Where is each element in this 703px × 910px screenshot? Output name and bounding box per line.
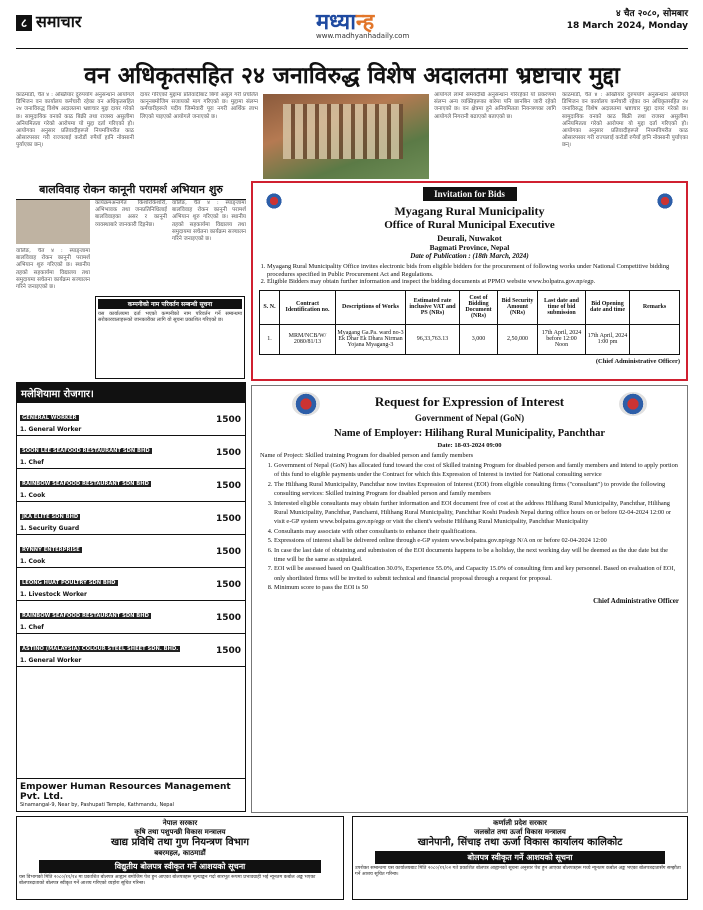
notice-band: विद्युतीय बोलपत्र स्वीकृत गर्ने आशयको सूचना [39, 860, 321, 873]
page-number-mark: ८ [16, 15, 32, 31]
notice-ministry: जलस्रोत तथा ऊर्जा विकास मन्त्रालय [474, 828, 566, 836]
section-name: समाचार [36, 12, 82, 31]
eoi-points [274, 461, 679, 593]
job-role: 1. Security Guard [20, 525, 80, 532]
bids-cell: 17th April, 2024 before 12:00 Noon [538, 324, 586, 354]
bids-cell: 1. [260, 324, 280, 354]
eoi-title: Request for Expression of Interest [374, 394, 565, 409]
table-row [260, 324, 680, 354]
notice-text: यस विभागको मिति २०८०/११/१४ मा प्रकाशित बोलपत्र आह्वान बमोजिम पेश हुन आएका बोलपत्रहरू मूल्याङ्कन गर्दा सारभूत रूपमा प्रभावग्राही भई न्यूनतम कबोल अङ्क भएका बोलपत्रदाताको बोलपत्र स्वीकृत गर्ने आशय गरिएको व्यहोरा सूचित गरिन्छ। [19, 875, 316, 886]
job-role: 1. Cook [20, 492, 46, 499]
header-rule [16, 48, 688, 49]
bids-col: Cost of Bidding Document (NRs) [460, 290, 498, 324]
website-url[interactable]: www.madhyanhadaily.com [316, 32, 410, 40]
eoi-employer: Name of Employer: Hilihang Rural Municipality, Panchthar [334, 428, 605, 439]
notice-band: बोलपत्र स्वीकृत गर्ने आशयको सूचना [375, 851, 665, 864]
job-role: 1. Chef [20, 459, 44, 466]
job-role: 1. Chef [20, 624, 44, 631]
bids-publication-date: Date of Publication : (18th March, 2024) [410, 252, 529, 260]
bids-cell: MRM/NCB/W/ 2080/81/13 [280, 324, 336, 354]
bids-col: S. N. [260, 290, 280, 324]
bids-col: Contract Identification no. [280, 290, 336, 324]
job-company: LEONG HUAT POULTRY SDN BHD [22, 580, 116, 586]
job-pay: 1500 [215, 580, 241, 590]
issue-date [567, 8, 688, 32]
bids-cell: 2,50,000 [498, 324, 538, 354]
bids-place: Deurali, Nuwakot [437, 233, 502, 243]
job-block [17, 502, 245, 535]
bids-col: Bid Opening date and time [586, 290, 630, 324]
company-notice-heading: कम्पनीको नाम परिवर्तन सम्बन्धी सूचना [98, 299, 242, 309]
job-block [17, 403, 245, 436]
job-role: 1. General Worker [20, 426, 82, 433]
food-dept-notice [16, 816, 344, 900]
story-column-1: काठमाडौं, चैत ४ : अख्तियार दुरुपयोग अनुसन्धान आयोगले डिभिजन वन कार्यालय कर्मचारी रहेका वन अधिकृतसहित २४ जनाविरुद्ध विशेष अदालतमा भ्रष्टाचार मुद्दा दायर गरेको छ। सामुदायिक वनको काठ बिक्री तथा राजस्व असुलीमा अनियमितता गरेको आरोपमा यो मुद्दा दर्ता गरिएको हो। आयोगका अनुसार प्रतिवादीहरूले नियमविपरीत काठ ओसारपसार गरी राज्यलाई करोडौं रुपैयाँ हानि नोक्सानी पुर्याएका छन्। [16, 92, 134, 149]
job-block [17, 469, 245, 502]
logo-accent: न्ह [355, 10, 375, 35]
story-column-3: आयोगले लामो समयदेखि अनुसन्धान गरिरहेको यो प्रकरणमा संलग्न अन्य व्यक्तिहरूका बारेमा पनि छानबिन जारी रहेको जनाएको छ। वन क्षेत्रमा हुने अनियमितता नियन्त्रणका लागि आयोगले निगरानी बढाएको बताएको छ। [434, 92, 556, 120]
job-block [17, 535, 245, 568]
job-company: RAINBOW SEAFOOD RESTAURANT SDN BHD [22, 613, 149, 619]
nepal-emblem-icon [292, 392, 320, 416]
notice-ministry: कृषि तथा पशुपन्छी विकास मन्त्रालय [134, 828, 226, 836]
eoi-point: 3. Interested eligible consultants may obtain further information and EOI document free of cost at the address Hilihang Rural Municipality, Panchthar, Hilihang Rural Municipality, Panchthar, Panchami, Hilihang Rural Municipality, Panchthar Koshi Pradesh Nepal during office hours on or before 02-04-2024 12:00 or visit e-GP system www.bolpatra.gov.np/egp or visit the client's website Hilihang Rural Municipality, Panchthar Municipality [274, 499, 679, 527]
job-pay: 1500 [215, 547, 241, 557]
nepal-flag-icon [654, 193, 676, 209]
bids-point: 1. Myagang Rural Municipality Office invites electronic bids from eligible bidders for the procurement of following works under National Competitive bidding procedures specified in Public Procurement Act and Regulations. [267, 263, 680, 278]
bids-office: Office of Rural Municipal Executive [384, 219, 555, 231]
bids-table-header [260, 290, 680, 324]
masthead [16, 6, 688, 46]
company-notice-text: यस कार्यालयमा दर्ता भएको कम्पनीको नाम परिवर्तन गर्ने सम्बन्धमा सरोकारवालाहरूको जानकारीका लागि यो सूचना प्रकाशित गरिएको छ। [98, 311, 242, 324]
bids-cell: 96,33,763.13 [406, 324, 460, 354]
job-role: 1. General Worker [20, 657, 82, 664]
main-headline: वन अधिकृतसहित २४ जनाविरुद्ध विशेष अदालतमा भ्रष्टाचार मुद्दा [84, 63, 620, 89]
job-block [17, 601, 245, 634]
eoi-point: 7. EOI will be assessed based on Qualification 30.0%, Experience 55.0%, and Capacity 15.0% of consulting firm and key personnel. Based on evaluation of EOI, only shortlisted firms will be invited to submit technical and financial proposal through a request for proposal. [274, 564, 679, 583]
sub-story-column-1: वालिङ, चैत ४ : स्याङ्जामा बालविवाह रोकन कानूनी परामर्श अभियान शुरु गरिएको छ। स्थानीय तहको सहकार्यमा विद्यालय तथा समुदायमा सचेतना कार्यक्रम सञ्चालन गरिने जनाइएको छ। [16, 248, 90, 291]
job-company: SOON LEE SEAFOOD RESTAURANT SDN BHD [22, 448, 150, 454]
notice-gov: नेपाल सरकार [162, 819, 198, 827]
malaysia-jobs-ad [16, 382, 246, 812]
job-role: 1. Livestock Worker [20, 591, 87, 598]
bids-col: Estimated rate inclusive VAT and PS (NRs) [406, 290, 460, 324]
job-pay: 1500 [215, 481, 241, 491]
jobs-footer [17, 778, 245, 811]
bids-cell [630, 324, 680, 354]
sub-story-column-2: कार्यक्रमअन्तर्गत किशोरकिशोरी, अभिभावक तथा जनप्रतिनिधिलाई बालविवाहका असर र कानूनी व्यवस्थाबारे जानकारी दिइनेछ। [95, 200, 167, 228]
job-company: JKA ELITE SDN BHD [22, 514, 79, 520]
notice-dept: खाद्य प्रविधि तथा गुण नियन्त्रण विभाग [111, 837, 249, 848]
job-company: RYNNY ENTERPRISE [22, 547, 80, 553]
job-company: ASTINO (MALAYSIA) COLOUR STEEL SHEET SDN. BHD. [22, 646, 179, 652]
notice-text: उपरोक्त सम्बन्धमा यस कार्यालयबाट मिति २०८०/११/०२ गते प्रकाशित बोलपत्र आह्वानको सूचना अनुसार पेश हुन आएका बोलपत्रहरू मध्ये न्यूनतम कबोल अङ्क भएका बोलपत्रदातासँग सम्झौता गर्ने आशय सूचित गरिन्छ। [355, 866, 681, 877]
eoi-point: 2. The Hilihang Rural Municipality, Panchthar now invites Expression of Interest (EOI) from eligible consulting firms ("consultant") to provide the following consulting services: Skilled training Program for disabled person and family members [274, 480, 679, 499]
sub-story-column-3: वालिङ, चैत ४ : स्याङ्जामा बालविवाह रोकन कानूनी परामर्श अभियान शुरु गरिएको छ। स्थानीय तहको सहकार्यमा विद्यालय तथा समुदायमा सचेतना कार्यक्रम सञ्चालन गरिने जनाइएको छ। [172, 200, 246, 243]
bids-cell: 3,000 [460, 324, 498, 354]
bids-col: Remarks [630, 290, 680, 324]
job-pay: 1500 [215, 646, 241, 656]
section-label [16, 10, 81, 32]
notice-place: बबरमहल, काठमाडौं [154, 849, 206, 857]
company-notice-ad [95, 296, 245, 379]
bids-cell: Myagang Ga.Pa. ward no-3 Ek Dhar Ek Dhara Nirman Yojana Myagang-3 [336, 324, 406, 354]
date-english: 18 March 2024, Monday [566, 21, 688, 31]
story-column-2: दायर गरिएको मुद्दामा प्रतिवादीबाट बिगो असुल गरी प्रचलित कानूनबमोजिम सजायको माग गरिएको छ। मुद्दामा संलग्न कर्मचारीहरूले पदीय जिम्मेवारी पूरा नगरी आर्थिक लाभ लिएको पाइएको आयोगले जनाएको छ। [140, 92, 258, 120]
kalikot-office-notice [352, 816, 688, 900]
story-column-4: काठमाडौं, चैत ४ : अख्तियार दुरुपयोग अनुसन्धान आयोगले डिभिजन वन कार्यालय कर्मचारी रहेका वन अधिकृतसहित २४ जनाविरुद्ध विशेष अदालतमा भ्रष्टाचार मुद्दा दायर गरेको छ। सामुदायिक वनको काठ बिक्री तथा राजस्व असुलीमा अनियमितता गरेको आरोपमा यो मुद्दा दर्ता गरिएको हो। आयोगका अनुसार प्रतिवादीहरूले नियमविपरीत काठ ओसारपसार गरी राज्यलाई करोडौं रुपैयाँ हानि नोक्सानी पुर्याएका छन्। [562, 92, 688, 149]
job-block [17, 436, 245, 469]
bids-municipality: Myagang Rural Municipality [394, 204, 545, 218]
bids-col: Last date and time of bid submission [538, 290, 586, 324]
story-photo [263, 94, 429, 179]
agency-name: Empower Human Resources Management Pvt. Ltd. [20, 782, 231, 802]
eoi-point: 4. Consultants may associate with other consultants to enhance their qualifications. [274, 527, 679, 536]
notice-dept: खानेपानी, सिंचाइ तथा ऊर्जा विकास कार्यालय कालिकोट [417, 837, 623, 848]
eoi-point: 1. Government of Nepal (GoN) has allocated fund toward the cost of Skilled training Program for disabled person and family members and intend to apply portion of this fund to eligible payments under the Contract for which this Expression of Interest is invited for National consulting service [274, 461, 679, 480]
bids-point: 2. Eligible Bidders may obtain further information and inspect the bidding documents at PPMO website www.bolpatra.gov.np/egp. [267, 278, 680, 286]
bids-signature: (Chief Administrative Officer) [595, 357, 680, 365]
bids-col: Descriptions of Works [336, 290, 406, 324]
eoi-government: Government of Nepal (GoN) [414, 413, 525, 423]
job-block [17, 568, 245, 601]
municipality-logo-icon [619, 392, 647, 416]
job-pay: 1500 [215, 448, 241, 458]
sub-headline: बालविवाह रोकन कानूनी परामर्श अभियान शुरु [16, 182, 246, 200]
bids-table [259, 290, 680, 355]
job-company: GENERAL WORKER [22, 415, 77, 421]
bids-tag: Invitation for Bids [423, 187, 517, 201]
logo-main: मध्या [316, 10, 356, 35]
job-pay: 1500 [215, 514, 241, 524]
agency-address: Sinamangal-9, Near by, Pashupati Temple, Kathmandu, Nepal [20, 802, 174, 808]
eoi-point: 5. Expressions of interest shall be delivered online through e-GP system www.bolpatra.gov.np/egp N/A on or before 02-04-2024 12:00 [274, 536, 679, 545]
eoi-point: 8. Minimum score to pass the EOI is 50 [274, 583, 679, 592]
bids-points [267, 263, 680, 286]
job-role: 1. Cook [20, 558, 46, 565]
nepal-emblem-icon [263, 193, 285, 209]
job-company: RAINBOW SEAFOOD RESTAURANT SDN BHD [22, 481, 149, 487]
request-for-eoi [251, 385, 688, 813]
bids-col: Bid Security Amount (NRs) [498, 290, 538, 324]
job-block [17, 634, 245, 667]
sub-story-photo [16, 200, 90, 244]
eoi-point: 6. In case the last date of obtaining and submission of the EOI documents happens to be a holiday, the next working day will be deemed as the due date but the time will be the same as stipulated. [274, 546, 679, 565]
jobs-title: मलेशियामा रोजगार। [17, 383, 245, 403]
eoi-project: Name of Project: Skilled training Program for disabled person and family members [260, 452, 474, 459]
bids-province: Bagmati Province, Nepal [429, 243, 510, 252]
job-pay: 1500 [215, 613, 241, 623]
invitation-for-bids [251, 181, 688, 381]
eoi-signature: Chief Administrative Officer [593, 596, 679, 605]
date-nepali: ४ चैत २०८०, सोमबार [615, 9, 688, 19]
job-pay: 1500 [215, 415, 241, 425]
eoi-date: Date: 18-03-2024 09:00 [437, 442, 502, 449]
bids-cell: 17th April, 2024 1:00 pm [586, 324, 630, 354]
notice-gov: कर्णाली प्रदेश सरकार [493, 819, 547, 827]
